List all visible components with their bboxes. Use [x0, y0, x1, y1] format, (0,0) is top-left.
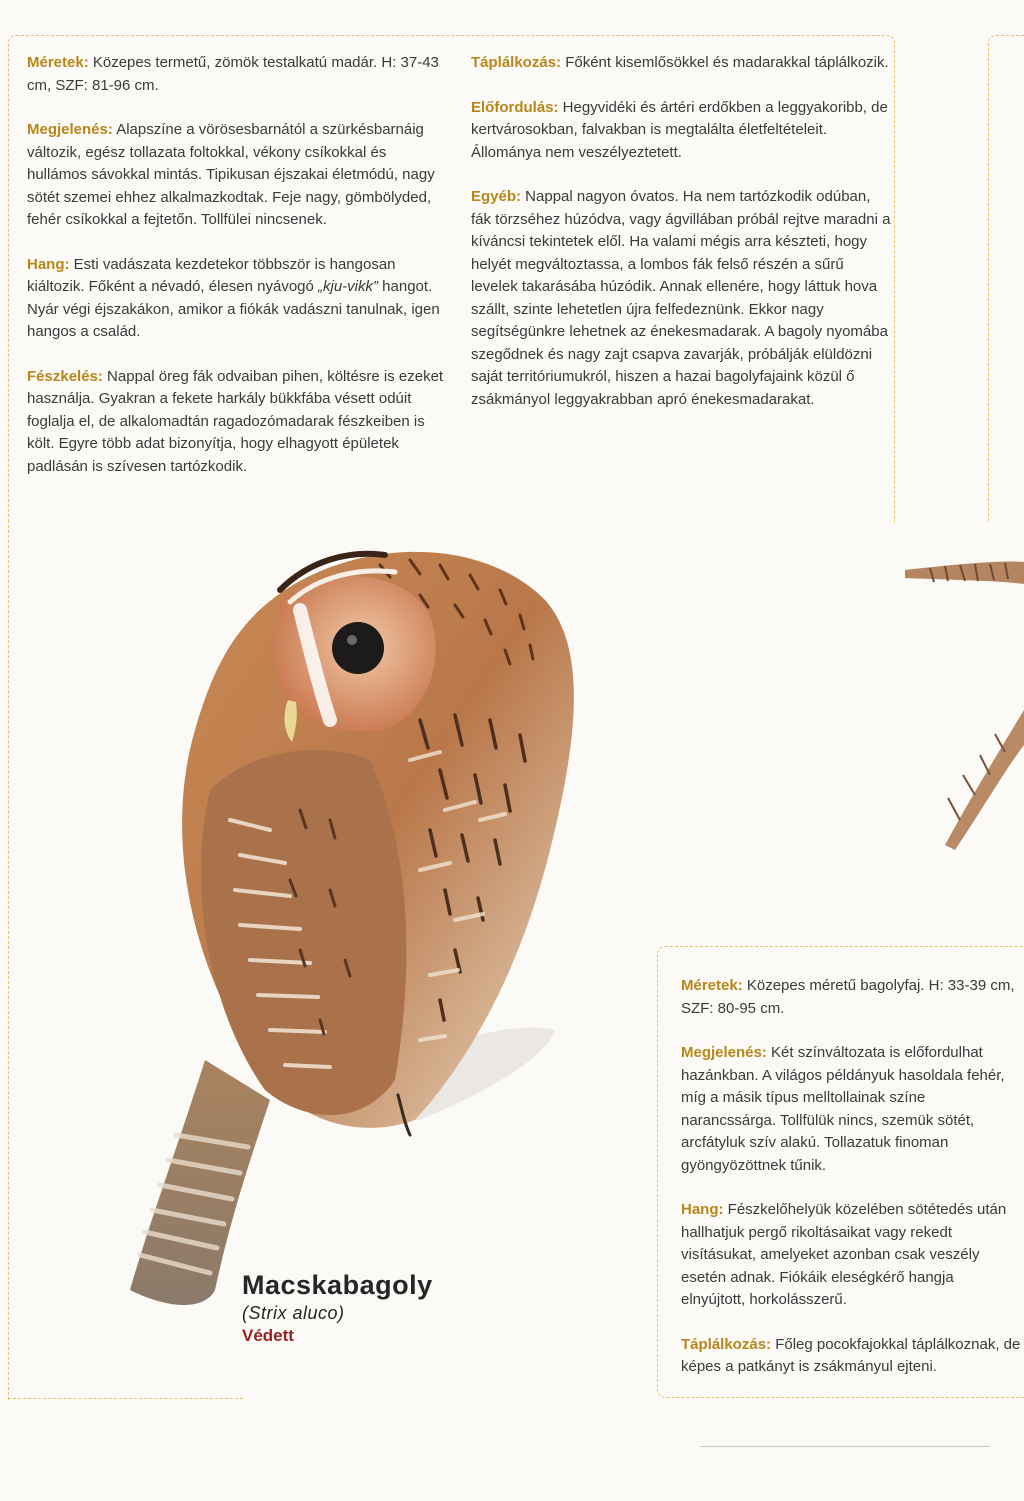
- branch-top: [905, 562, 1024, 584]
- left-hang-paragraph: [27, 254, 447, 344]
- left-megjelenes-paragraph: [27, 119, 447, 232]
- left-meretek-text: Közepes termetű, zömök testalkatú madár. H: 37-43 cm, SZF: 81-96 cm.: [27, 54, 439, 94]
- owl-wing: [201, 750, 406, 1115]
- box-hang-label: Hang:: [681, 1201, 724, 1218]
- box-taplalkozas-paragraph: [681, 1334, 1021, 1379]
- box-meretek-text: Közepes méretű bagolyfaj. H: 33-39 cm, SZF: 80-95 cm.: [681, 977, 1015, 1017]
- right-egyeb-label: Egyéb:: [471, 188, 522, 205]
- species-latin-name: (Strix aluco): [242, 1303, 345, 1323]
- frame-bottom-left: [8, 1398, 243, 1399]
- branch-right: [945, 710, 1024, 850]
- left-meretek-label: Méretek:: [27, 54, 89, 71]
- left-feszkeles-label: Fészkelés:: [27, 367, 103, 385]
- box-taplalkozas-text: Főleg pocokfajokkal táplálkoznak, de képes a patkányt is zsákmányul ejteni.: [681, 1335, 1021, 1375]
- box-taplalkozas-label: Táplálkozás:: [681, 1335, 772, 1353]
- right-taplalkozas-label: Táplálkozás:: [471, 54, 562, 71]
- right-egyeb-text: Nappal nagyon óvatos. Ha nem tartózkodik odúban, fák törzséhez húzódva, vagy ágvillában próbál rejtve maradni a kíváncsi tekintetek elől. Ha valami mégis arra készteti, hogy helyét megváltoztassa, a lombos fák felső részén a sűrű levelek takarásába húzódik. Annak ellenére, hogy láttuk hova szállt, szinte lehetetlen újra felfedeznünk. Ekkor nagy segítségünkre lehetnek az énekesmadarak. A bagoly nyomába szegődnek és nagy zajt csapva zavarják, próbálják elüldözni saját territóriumukról, hiszen a hazai bagolyfajaink közül ő zsákmányol leggyakrabban apró énekesmadarakat.: [471, 188, 891, 408]
- right-taplalkozas-text: Főként kisemlősökkel és madarakkal táplálkozik.: [561, 54, 889, 71]
- left-text-column: [27, 52, 447, 500]
- right-taplalkozas-paragraph: [471, 52, 891, 75]
- box-megjelenes-text: Két színváltozata is előfordulhat hazánkban. A világos példányuk hasoldala fehér, míg a másik típus melltollainak színe narancssárga. Tollfülük nincs, szemük sötét, arcfátyluk szív alakú. Tollazatuk finoman gyöngyözöttnek tűnik.: [681, 1044, 1005, 1174]
- right-elofordulas-text: Hegyvidéki és ártéri erdőkben a leggyakoribb, de kertvárosokban, falvakban is megtalálta életfeltételeit. Állománya nem veszélyeztetett.: [471, 98, 888, 161]
- left-feszkeles-paragraph: [27, 366, 447, 479]
- left-hang-label: Hang:: [27, 255, 70, 273]
- owl-eye: [332, 622, 384, 674]
- species-name: Macskabagoly: [242, 1270, 433, 1300]
- right-text-column: [471, 52, 891, 433]
- box-hang-text: Fészkelőhelyük közelében sötétedés után hallhatjuk pergő rikoltásaikat vagy rekedt visításukat, amelyeket azonban csak veszély esetén adnak. Fiókáik eleségkérő hangja elnyújtott, horkolásszerű.: [681, 1201, 1007, 1308]
- left-meretek-paragraph: [27, 52, 447, 97]
- right-elofordulas-label: Előfordulás:: [471, 98, 559, 116]
- left-hang-text-1: Esti vadászata kezdetekor többször is hangosan kiáltozik. Főként a névadó, élesen nyávogó: [27, 255, 396, 295]
- species-title-block: [242, 1270, 433, 1346]
- box-megjelenes-paragraph: [681, 1042, 1021, 1177]
- box-meretek-paragraph: [681, 975, 1021, 1020]
- frame-right-edge: [988, 35, 1024, 521]
- left-megjelenes-label: Megjelenés:: [27, 121, 113, 138]
- box-megjelenes-label: Megjelenés:: [681, 1044, 767, 1061]
- left-hang-text-2: hangot. Nyár végi éjszakákon, amikor a fiókák vadászni tanulnak, igen hangos a család.: [27, 278, 440, 340]
- left-feszkeles-text: Nappal öreg fák odvaiban pihen, költésre is ezeket használja. Gyakran a fekete harkály bükkfába vésett odúit foglalja el, de alkalomadtán ragadozómadarak fészkeiben is költ. Egyre több adat bizonyítja, hogy elhagyott épületek padlásán is szívesen tartózkodik.: [27, 367, 444, 475]
- right-egyeb-paragraph: [471, 186, 891, 411]
- footer-rule: [700, 1446, 990, 1447]
- box-hang-paragraph: [681, 1199, 1021, 1312]
- left-megjelenes-text: Alapszíne a vörösesbarnától a szürkésbarnáig változik, egész tollazata foltokkal, vékony csíkokkal és hullámos sávokkal mintás. Tipikusan éjszakai életmódú, nagy sötét szemei ehhez alkalmazkodtak. Feje nagy, gömbölyded, fehér csíkokkal a fejtetőn. Tollfülei nincsenek.: [27, 121, 435, 228]
- box-meretek-label: Méretek:: [681, 977, 743, 994]
- protection-status: Védett: [242, 1326, 294, 1345]
- info-box-column: [681, 975, 1021, 1401]
- right-elofordulas-paragraph: [471, 97, 891, 165]
- left-hang-call: „kju-vikk”: [318, 278, 379, 295]
